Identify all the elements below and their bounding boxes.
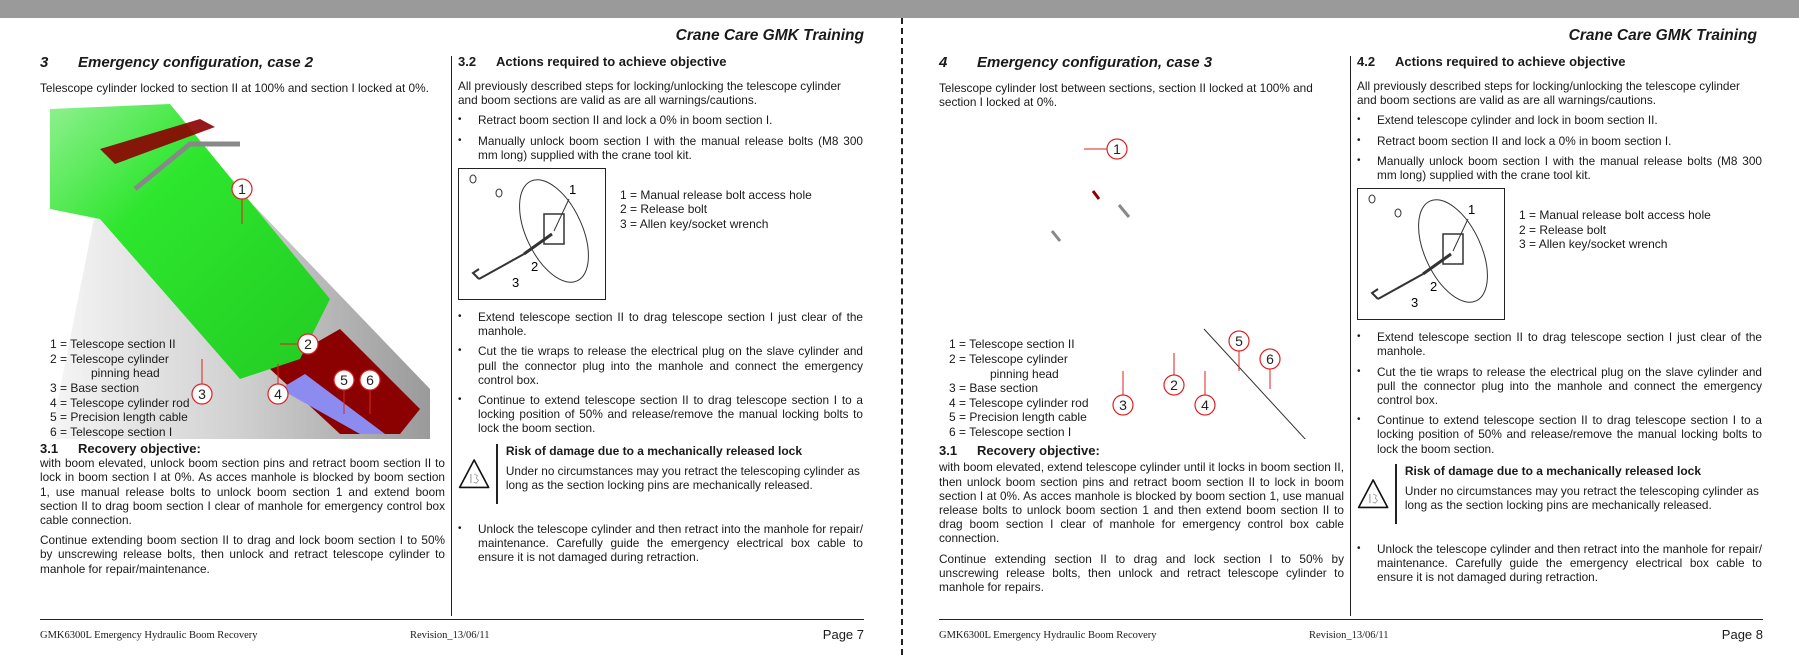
action-list: [458, 522, 863, 565]
left-column: [40, 54, 445, 576]
legend-item: 6 = Telescope section I: [949, 424, 1072, 439]
legend-item: 4 = Telescope cylinder rod: [50, 395, 190, 410]
actions-intro: All previously described steps for locking/unlocking the telescope cylinder and boom sections are valid as are all warnings/cautions.: [458, 79, 841, 108]
intro-text: Telescope cylinder locked to section II at 100% and section I locked at 0%.: [40, 81, 429, 95]
bolt-callout: 3: [512, 275, 520, 291]
intro-text: Telescope cylinder lost between sections, section II locked at 100% and section I locked at 0%.: [939, 81, 1313, 110]
bolt-callout: 1: [569, 182, 577, 198]
release-bolt-figure: [458, 168, 863, 300]
legend-item: 2 = Telescope cylinder: [50, 351, 169, 366]
page-footer: [939, 619, 1763, 642]
page-7: [0, 18, 900, 655]
legend-item: 2 = Release bolt: [1519, 222, 1607, 237]
recovery-paragraph: Continue extending section II to drag and lock section I to 50% by unscrewing release bolts, then unlock and retract telescope cylinder to manhole for repairs.: [939, 551, 1344, 595]
list-item: • Unlock the telescope cylinder and then retract into the manhole for repair/ maintenance. Carefully guide the emergency electrical box cable to ensure it is not damaged during retraction.: [1357, 542, 1762, 585]
page-8: [903, 18, 1799, 655]
list-item: • Cut the tie wraps to release the electrical plug on the slave cylinder and pull the connector plug into the manhole and connect the emergency control box.: [458, 344, 863, 387]
warning-box: [1357, 464, 1762, 524]
legend-item: 1 = Telescope section II: [949, 337, 1075, 352]
release-bolt-illustration: [1357, 188, 1505, 320]
legend-item: 2 = Telescope cylinder: [949, 352, 1068, 366]
footer-revision: Revision_13/06/11: [410, 630, 490, 641]
bolt-legend: [1519, 188, 1711, 320]
action-list: [1357, 330, 1762, 456]
boom-figure: [939, 113, 1344, 439]
svg-text:2: 2: [304, 336, 312, 353]
recovery-paragraph: Continue extending boom section II to drag and lock boom section I to 50% by unscrewing release bolts, then unlock and retract telescope cylinder to manhole for repair/maintenance.: [40, 533, 445, 576]
footer-document-title: GMK6300L Emergency Hydraulic Boom Recovery: [40, 630, 258, 641]
list-item: • Cut the tie wraps to release the electrical plug on the slave cylinder and pull the connector plug into the manhole and connect the emergency control box.: [1357, 365, 1762, 408]
legend-item: 3 = Allen key/socket wrench: [1519, 237, 1668, 252]
recovery-paragraph: with boom elevated, extend telescope cylinder until it locks in boom section II, then unlock boom section pins and retract boom section II to lock in boom section I at 0%. As acces manhole is blocked by boom section 1, use manual release bolts to unlock boom section 1 and then extend boom section II to drag boom section I clear of manhole for emergency control box cable connection.: [939, 460, 1344, 546]
list-item: • Manually unlock boom section I with the manual release bolts (M8 300 mm long) supplied with the crane tool kit.: [458, 134, 863, 162]
bolt-callout: 1: [1468, 202, 1476, 218]
list-item: • Extend telescope section II to drag telescope section I just clear of the manhole.: [458, 310, 863, 338]
svg-text:3: 3: [198, 386, 206, 403]
page-number: Page 8: [1721, 627, 1763, 642]
page-footer: [40, 619, 864, 642]
action-list: [1357, 542, 1762, 585]
legend-item: 1 = Manual release bolt access hole: [620, 188, 812, 203]
list-item: • Retract boom section II and lock a 0% in boom section I.: [1357, 134, 1762, 148]
svg-text:3: 3: [1119, 397, 1127, 414]
legend-item: 5 = Precision length cable: [949, 410, 1087, 425]
footer-revision: Revision_13/06/11: [1309, 630, 1389, 641]
bolt-callout: 2: [1430, 279, 1438, 295]
column-divider: [1350, 56, 1351, 616]
svg-text:1: 1: [238, 181, 246, 198]
action-list: [1357, 113, 1762, 182]
bolt-callout: 2: [531, 259, 539, 275]
svg-text:1: 1: [1113, 141, 1121, 158]
action-list: [458, 310, 863, 436]
column-divider: [451, 56, 452, 616]
warning-text: Under no circumstances may you retract the telescoping cylinder as long as the section locking pins are mechanically released.: [1404, 483, 1759, 513]
legend-item: 5 = Precision length cable: [50, 410, 188, 425]
right-column: [458, 54, 863, 570]
footer-document-title: GMK6300L Emergency Hydraulic Boom Recovery: [939, 630, 1157, 641]
legend-item: 2 = Release bolt: [620, 202, 708, 217]
warning-box: [458, 444, 863, 504]
warning-bar: [496, 444, 498, 504]
recovery-heading: 3.1 Recovery objective:: [939, 443, 1100, 459]
legend-item: 1 = Manual release bolt access hole: [1519, 208, 1711, 223]
legend-item: 4 = Telescope cylinder rod: [949, 395, 1089, 410]
release-bolt-illustration: [458, 168, 606, 300]
legend-item: pinning head: [990, 366, 1059, 381]
legend-item: 3 = Base section: [949, 381, 1039, 396]
bolt-legend: [620, 168, 812, 300]
section-heading: 3 Emergency configuration, case 2: [40, 54, 314, 71]
action-list: [458, 113, 863, 162]
warning-text: Under no circumstances may you retract the telescoping cylinder as long as the section locking pins are mechanically released.: [505, 463, 860, 492]
recovery-paragraph: with boom elevated, unlock boom section pins and retract boom section II to lock in boom section I at 0%. As acces manhole is blocked by boom section 1, use manual release bolts to unlock boom section 1 and extend boom section II to drag boom section I clear of manhole for emergency control box cable connection.: [40, 456, 445, 528]
right-column: [1357, 54, 1762, 590]
actions-intro: All previously described steps for locking/unlocking the telescope cylinder and boom sections are valid as are all warnings/cautions.: [1357, 79, 1740, 108]
actions-heading: 4.2 Actions required to achieve objective: [1357, 54, 1626, 69]
release-bolt-figure: [1357, 188, 1762, 320]
warning-triangle-icon: [1357, 464, 1389, 524]
warning-bar: [1395, 464, 1397, 524]
svg-text:5: 5: [340, 372, 348, 389]
left-column: [939, 54, 1344, 594]
svg-text:6: 6: [366, 372, 374, 389]
list-item: • Extend telescope section II to drag telescope section I just clear of the manhole.: [1357, 330, 1762, 358]
legend-item: 3 = Allen key/socket wrench: [620, 216, 769, 231]
list-item: • Unlock the telescope cylinder and then retract into the manhole for repair/ maintenance. Carefully guide the emergency electrical box cable to ensure it is not damaged during retraction.: [458, 522, 863, 565]
svg-text:5: 5: [1235, 333, 1243, 350]
svg-text:4: 4: [274, 386, 282, 403]
svg-text:4: 4: [1201, 397, 1209, 414]
legend-item: 1 = Telescope section II: [50, 337, 176, 352]
page-header: Crane Care GMK Training: [675, 27, 864, 44]
list-item: • Manually unlock boom section I with the manual release bolts (M8 300 mm long) supplied with the crane tool kit.: [1357, 154, 1762, 182]
legend-item: 3 = Base section: [50, 380, 140, 395]
list-item: • Retract boom section II and lock a 0% in boom section I.: [458, 113, 863, 127]
legend-item: 6 = Telescope section I: [50, 424, 173, 439]
list-item: • Continue to extend telescope section II to drag telescope section I to a locking position of 50% and release/remove the manual locking bolts to lock the boom section.: [1357, 413, 1762, 456]
page-header: Crane Care GMK Training: [1568, 27, 1757, 44]
bolt-callout: 3: [1411, 295, 1419, 311]
svg-text:2: 2: [1170, 377, 1178, 394]
list-item: • Continue to extend telescope section II to drag telescope section I to a locking position of 50% and release/remove the manual locking bolts to lock the boom section.: [458, 393, 863, 436]
boom-figure: [40, 99, 445, 439]
legend-item: pinning head: [91, 366, 160, 381]
parts-legend: [50, 337, 190, 439]
parts-legend: [949, 337, 1089, 439]
page-number: Page 7: [822, 627, 864, 642]
warning-title: Risk of damage due to a mechanically released lock: [505, 443, 802, 458]
section-heading: 4 Emergency configuration, case 3: [939, 54, 1213, 71]
recovery-heading: 3.1 Recovery objective:: [40, 441, 201, 457]
warning-triangle-icon: [458, 444, 490, 504]
svg-text:6: 6: [1266, 351, 1274, 368]
viewer-toolbar: [0, 0, 1799, 18]
warning-title: Risk of damage due to a mechanically released lock: [1404, 463, 1701, 478]
actions-heading: 3.2 Actions required to achieve objective: [458, 54, 727, 69]
list-item: • Extend telescope cylinder and lock in boom section II.: [1357, 113, 1762, 127]
